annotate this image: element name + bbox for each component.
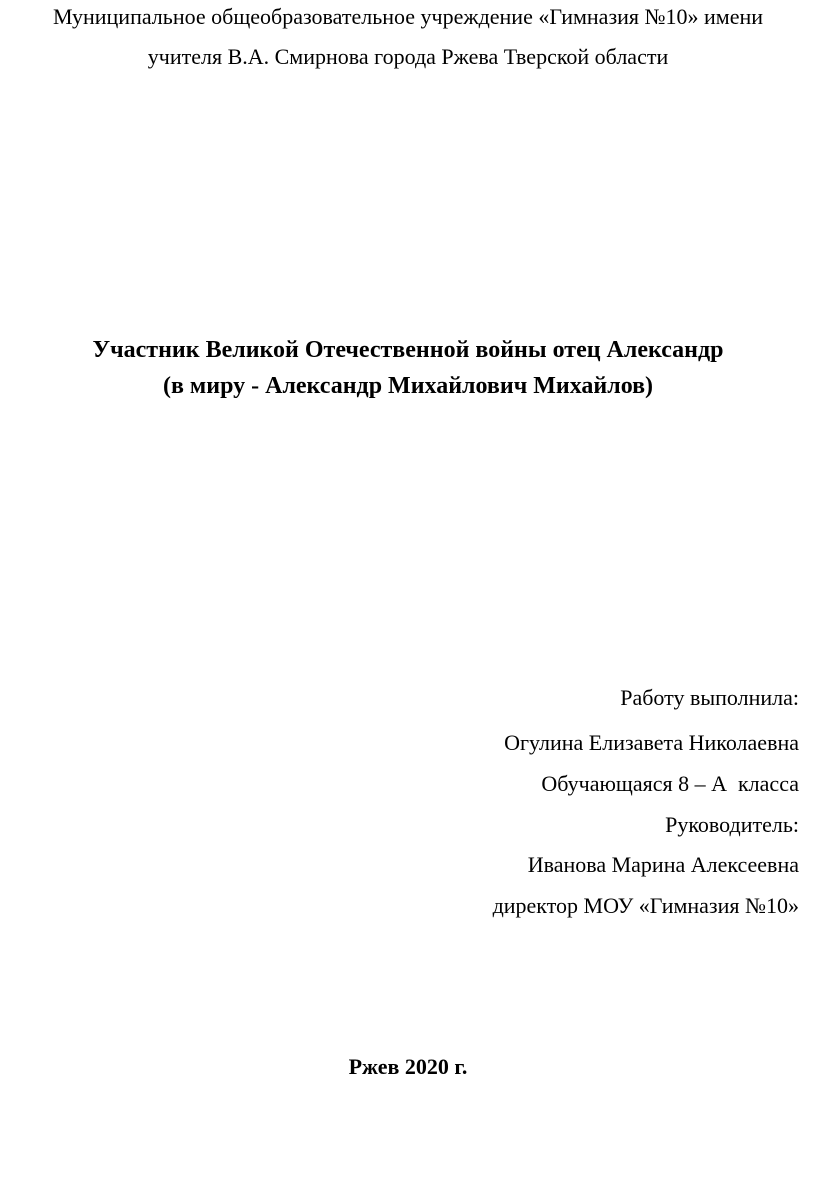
place-and-year: Ржев 2020 г.	[348, 1054, 468, 1079]
school-name-line-2: учителя В.А. Смирнова города Ржева Тверской области	[147, 44, 669, 69]
document-title-line-2: (в миру - Александр Михайлович Михайлов)	[162, 373, 654, 399]
supervisor-position: директор МОУ «Гимназия №10»	[492, 893, 799, 918]
supervisor-label: Руководитель:	[665, 812, 799, 837]
school-name-line-1: Муниципальное общеобразовательное учреждение «Гимназия №10» имени	[52, 4, 764, 29]
performed-by-label: Работу выполнила:	[620, 685, 799, 710]
student-name: Огулина Елизавета Николаевна	[504, 730, 799, 755]
student-class: Обучающаяся 8 – А класса	[541, 771, 799, 796]
document-title-line-1: Участник Великой Отечественной войны отец Александр	[92, 337, 724, 363]
supervisor-name: Иванова Марина Алексеевна	[527, 852, 799, 877]
